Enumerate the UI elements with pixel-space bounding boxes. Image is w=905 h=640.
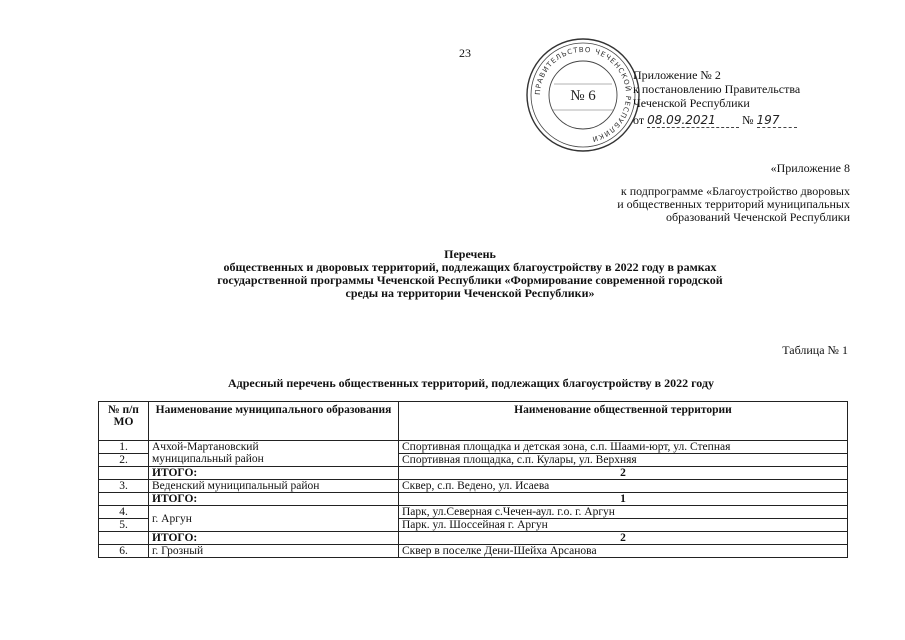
table-label: Таблица № 1	[782, 343, 848, 357]
territory-cell: Спортивная площадка и детская зона, с.п. Шаами-юрт, ул. Степная	[399, 441, 848, 454]
document-title-line-4: среды на территории Чеченской Республики»	[345, 286, 595, 300]
total-value: 1	[399, 493, 848, 506]
decree-line-2: Чеченской Республики	[633, 96, 750, 110]
territory-cell: Сквер, с.п. Ведено, ул. Исаева	[399, 480, 848, 493]
total-row	[99, 532, 848, 545]
empty-cell	[99, 532, 149, 545]
table-title: Адресный перечень общественных территорий, подлежащих благоустройству в 2022 году	[227, 376, 715, 390]
row-number: 3.	[99, 480, 149, 493]
total-row	[99, 493, 848, 506]
row-number: 6.	[99, 545, 149, 558]
page-number: 23	[459, 46, 471, 60]
header-territory: Наименование общественной территории	[399, 402, 848, 441]
territory-cell: Сквер в поселке Дени-Шейха Арсанова	[399, 545, 848, 558]
decree-number: 197	[757, 113, 797, 128]
appendix-8-block	[617, 162, 850, 224]
table-row	[99, 506, 848, 519]
appendix-header	[633, 68, 800, 128]
territory-cell: Парк. ул. Шоссейная г. Аргун	[399, 519, 848, 532]
document-title-line-2: общественных и дворовых территорий, подлежащих благоустройству в 2022 году в рамках	[223, 260, 717, 274]
municipality-cell	[149, 441, 399, 467]
number-prefix: №	[742, 113, 754, 127]
total-label: ИТОГО:	[149, 532, 399, 545]
total-row	[99, 467, 848, 480]
row-number: 2.	[99, 454, 149, 467]
territory-cell: Парк, ул.Северная с.Чечен-аул. г.о. г. Аргун	[399, 506, 848, 519]
decree-date: 08.09.2021	[647, 113, 739, 128]
territory-table	[98, 401, 848, 558]
municipality-cell: г. Аргун	[149, 506, 399, 532]
total-label: ИТОГО:	[149, 467, 399, 480]
date-prefix: от	[633, 113, 645, 127]
document-title-line-3: государственной программы Чеченской Республики «Формирование современной городской	[217, 273, 723, 287]
appendix-number: Приложение № 2	[633, 68, 721, 82]
territory-cell: Спортивная площадка, с.п. Кулары, ул. Верхняя	[399, 454, 848, 467]
official-seal	[524, 36, 645, 154]
appendix-8-line-2: и общественных территорий муниципальных	[617, 197, 850, 211]
header-municipality: Наименование муниципального образования	[149, 402, 399, 441]
municipality-cell: г. Грозный	[149, 545, 399, 558]
appendix-8-title: «Приложение 8	[770, 161, 850, 175]
empty-cell	[99, 493, 149, 506]
total-value: 2	[399, 532, 848, 545]
decree-date-line	[633, 113, 800, 128]
appendix-8-line-3: образований Чеченской Республики	[666, 210, 850, 224]
municipality-line-2: муниципальный район	[152, 453, 264, 465]
table-row	[99, 480, 848, 493]
row-number: 5.	[99, 519, 149, 532]
empty-cell	[99, 467, 149, 480]
row-number: 1.	[99, 441, 149, 454]
appendix-8-line-1: к подпрограмме «Благоустройство дворовых	[620, 184, 850, 198]
table-header-row	[99, 402, 848, 441]
header-number: № п/п МО	[99, 402, 149, 441]
seal-number: № 6	[570, 88, 596, 104]
municipality-line-1: Ачхой-Мартановский	[152, 441, 259, 453]
table-row	[99, 441, 848, 454]
total-value: 2	[399, 467, 848, 480]
total-label: ИТОГО:	[149, 493, 399, 506]
table-row	[99, 545, 848, 558]
decree-line-1: к постановлению Правительства	[633, 82, 801, 96]
document-title	[120, 248, 820, 300]
seal-ring-text: ПРАВИТЕЛЬСТВО ЧЕЧЕНСКОЙ РЕСПУБЛИКИ	[533, 45, 633, 144]
row-number: 4.	[99, 506, 149, 519]
municipality-cell: Веденский муниципальный район	[149, 480, 399, 493]
document-title-line-1: Перечень	[444, 247, 496, 261]
